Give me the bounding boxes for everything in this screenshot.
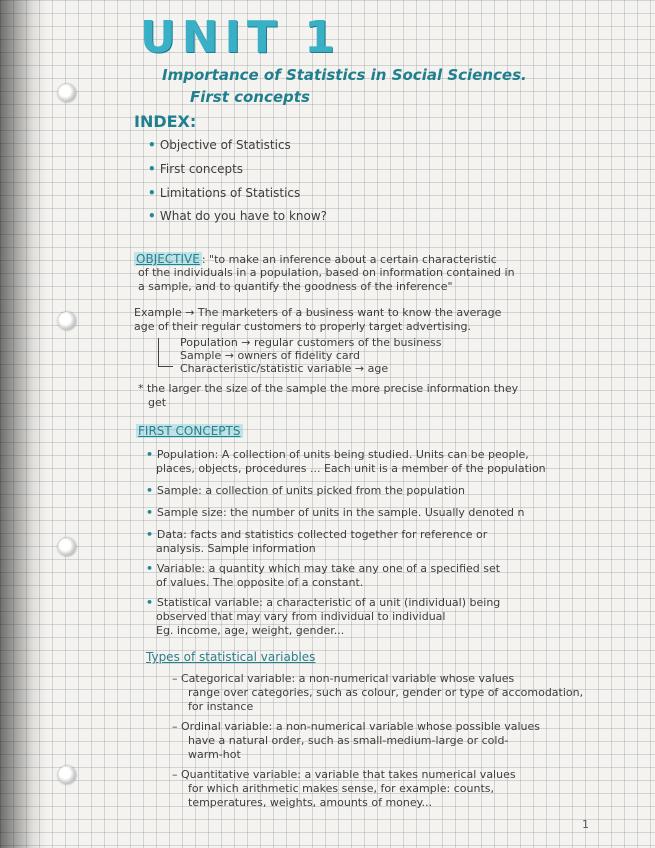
example-sub-line: Characteristic/statistic variable → age <box>180 362 389 375</box>
concept-item-cont: analysis. Sample information <box>156 542 316 555</box>
index-item: • Objective of Statistics <box>148 138 291 152</box>
example-line: Example → The marketers of a business want to know the average <box>134 306 502 319</box>
punch-hole <box>58 538 76 556</box>
concept-item: • Variable: a quantity which may take any one of a specified set <box>146 562 501 575</box>
concept-item: • Data: facts and statistics collected together for reference or <box>146 528 488 541</box>
type-item: – Quantitative variable: a variable that takes numerical values <box>172 768 516 781</box>
bracket-arrow <box>158 338 173 367</box>
concept-item-cont: places, objects, procedures ... Each unit is a member of the population <box>156 462 546 475</box>
example-sub-line: Sample → owners of fidelity card <box>180 349 360 362</box>
type-item-cont: range over categories, such as colour, gender or type of accomodation, <box>188 686 584 699</box>
type-item-cont: warm-hot <box>188 748 241 761</box>
subtitle-line-1: Importance of Statistics in Social Sciences. <box>162 66 527 84</box>
concept-item: • Sample size: the number of units in the sample. Usually denoted n <box>146 506 525 519</box>
index-item: • First concepts <box>148 162 244 176</box>
type-item-cont: for instance <box>188 700 254 713</box>
concept-item-cont: observed that may vary from individual to individual <box>156 610 446 623</box>
objective-line: OBJECTIVE : "to make an inference about a certain characteristic <box>136 252 497 266</box>
first-concepts-heading: FIRST CONCEPTS <box>138 424 241 438</box>
type-item-cont: temperatures, weights, amounts of money... <box>188 796 433 809</box>
concept-item-cont: Eg. income, age, weight, gender... <box>156 624 345 637</box>
objective-heading: OBJECTIVE <box>136 252 200 266</box>
objective-line: a sample, and to quantify the goodness of the inference" <box>138 280 453 293</box>
type-item: – Ordinal variable: a non-numerical variable whose possible values <box>172 720 540 733</box>
objective-line: of the individuals in a population, based on information contained in <box>138 266 515 279</box>
page-title: UNIT 1 <box>140 12 341 63</box>
types-heading: Types of statistical variables <box>146 650 316 664</box>
index-item: • Limitations of Statistics <box>148 186 301 200</box>
punch-hole <box>58 84 76 102</box>
concept-item: • Population: A collection of units being studied. Units can be people, <box>146 448 529 461</box>
punch-hole <box>58 766 76 784</box>
subtitle-line-2: First concepts <box>190 88 310 106</box>
index-item: • What do you have to know? <box>148 209 328 223</box>
example-line: age of their regular customers to properly target advertising. <box>134 320 471 333</box>
example-sub-line: Population → regular customers of the business <box>180 336 442 349</box>
page-edge-shadow <box>0 0 48 848</box>
type-item: – Categorical variable: a non-numerical variable whose values <box>172 672 515 685</box>
concept-item-cont: of values. The opposite of a constant. <box>156 576 364 589</box>
page-number: 1 <box>582 818 589 831</box>
index-heading: INDEX: <box>134 112 197 131</box>
type-item-cont: have a natural order, such as small-medium-large or cold- <box>188 734 509 747</box>
type-item-cont: for which arithmetic makes sense, for example: counts, <box>188 782 494 795</box>
note-line: get <box>148 396 167 409</box>
concept-item: • Statistical variable: a characteristic of a unit (individual) being <box>146 596 501 609</box>
concept-item: • Sample: a collection of units picked from the population <box>146 484 465 497</box>
punch-hole <box>58 312 76 330</box>
note-line: * the larger the size of the sample the more precise information they <box>138 382 519 395</box>
